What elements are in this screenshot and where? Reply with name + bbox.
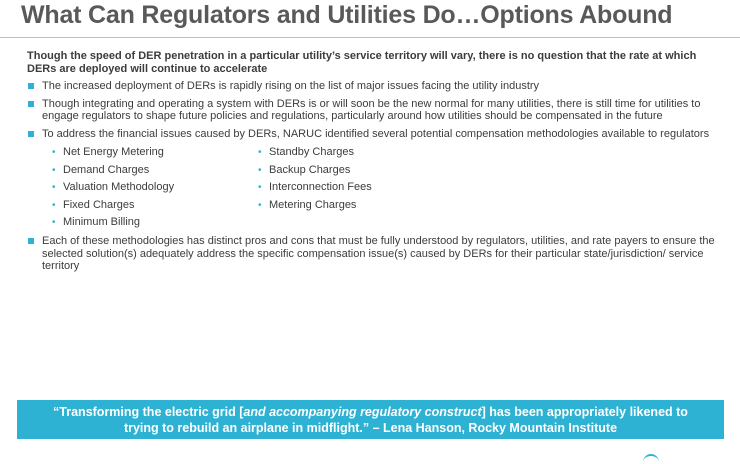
list-item: • Fixed Charges <box>52 197 174 215</box>
lead-paragraph: Though the speed of DER penetration in a particular utility’s service territory will vary, there is no question that the rate at which DERs are deployed will continue to accelerate <box>27 50 697 75</box>
bullet-item <box>27 98 717 123</box>
square-bullet-icon <box>28 131 34 137</box>
quote-line-1: “Transforming the electric grid [and accompanying regulatory construct] has been appropriately likened to <box>53 405 688 419</box>
list-item: • Demand Charges <box>52 162 174 180</box>
dot-bullet-icon: • <box>258 199 262 211</box>
methodology-column-right <box>258 144 372 214</box>
dot-bullet-icon: • <box>258 182 262 194</box>
list-item: • Valuation Methodology <box>52 179 174 197</box>
bullet-text: The increased deployment of DERs is rapidly rising on the list of major issues facing the utility industry <box>42 80 540 92</box>
list-item: • Net Energy Metering <box>52 144 174 162</box>
bullet-item <box>27 80 717 93</box>
dot-bullet-icon: • <box>52 147 56 158</box>
dot-bullet-icon: • <box>52 217 56 229</box>
methodology-column-left <box>52 144 174 232</box>
square-bullet-icon <box>28 83 34 89</box>
list-item: • Backup Charges <box>258 162 372 180</box>
list-item: • Standby Charges <box>258 144 372 162</box>
dot-bullet-icon: • <box>258 164 262 176</box>
bullet-item <box>27 128 717 141</box>
quote-banner <box>17 400 724 439</box>
dot-bullet-icon: • <box>52 199 56 211</box>
quote-line-2: trying to rebuild an airplane in midflight.” – Lena Hanson, Rocky Mountain Institute <box>123 421 618 435</box>
methodology-list <box>27 144 717 232</box>
title-divider <box>0 37 740 38</box>
slide-body <box>27 50 717 278</box>
square-bullet-icon <box>28 238 34 244</box>
list-item: • Metering Charges <box>258 197 372 215</box>
bullet-item <box>27 235 717 273</box>
bullet-text: To address the financial issues caused by DERs, NARUC identified several potential compensation methodologies available to regulators <box>42 127 710 140</box>
dot-bullet-icon: • <box>52 164 56 176</box>
bullet-text: Though integrating and operating a system with DERs is or will soon be the new normal for many utilities, there is still time for utilities to engage regulators to shape future policies and regulations, particularly around how utilities should be compensated in the future <box>42 97 701 122</box>
list-item: • Minimum Billing <box>52 214 174 232</box>
list-item: • Interconnection Fees <box>258 179 372 197</box>
quote-emphasis: and accompanying regulatory construct <box>243 405 482 419</box>
square-bullet-icon <box>28 101 34 107</box>
slide-title: What Can Regulators and Utilities Do…Options Abound <box>21 1 673 29</box>
logo-arc-icon <box>643 454 659 464</box>
dot-bullet-icon: • <box>258 147 262 158</box>
dot-bullet-icon: • <box>52 182 56 194</box>
bullet-text: Each of these methodologies has distinct pros and cons that must be fully understood by regulators, utilities, and rate payers to ensure the selected solution(s) adequately address the specific compensation issue(s) caused by DERs for their particular state/jurisdiction/ service territory <box>42 235 715 272</box>
